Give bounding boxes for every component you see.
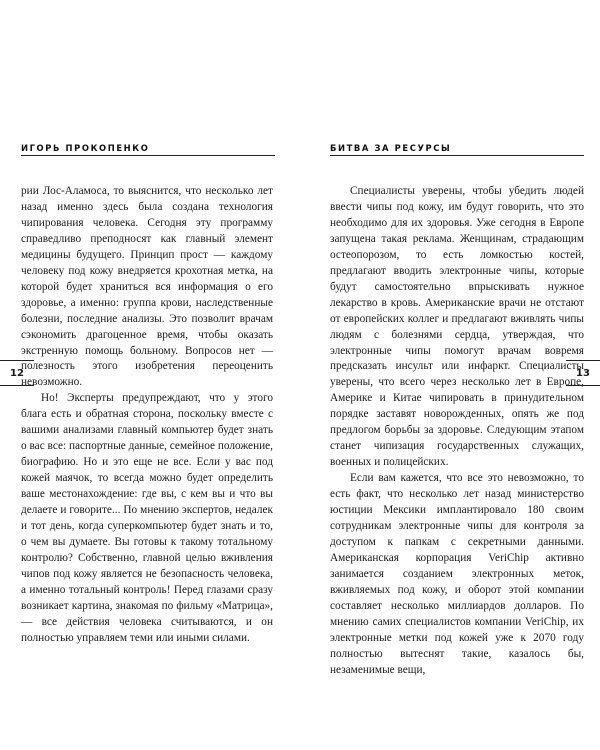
left-body-text: [21, 184, 273, 647]
running-head-chapter: БИТВА ЗА РЕСУРСЫ: [330, 143, 584, 156]
right-page: [300, 0, 600, 750]
paragraph: рии Лос-Аламоса, то выяснится, что несколько лет назад именно здесь была создана технология чипирования человека. Сегодня эту программу справедливо преподносят как главный элемент медицины будущего. Принцип прост — каждому человеку под кожу внедряется крохотная метка, на которой будет храниться вся информация о его здоровье, а именно: группа крови, наследственные болезни, последние анализы. Это позволит врачам сэкономить драгоценное время, чтобы оказать экстренную помощь больному. Вопросов нет — полезность этого изобретения переоценить невозможно.: [21, 185, 273, 389]
paragraph: Специалисты уверены, чтобы убедить людей ввести чипы под кожу, им будут говорить, что это необходимо для их здоровья. Уже сегодня в Европе запущена такая реклама. Женщинам, страдающим остеопорозом, то есть ломкостью костей, предлагают вводить электронные чипы, которые будут самостоятельно впрыскивать нужное лекарство в кровь. Американские врачи не отстают от европейских коллег и предлагают вживлять чипы людям с болезнями сердца, утверждая, что электронные чипы помогут врачам вовремя предсказать инсульт или инфаркт. Специалисты уверены, что всего через несколько лет в Европе, Америке и Китае чипировать в принудительном порядке заставят новорожденных, опять же под предлогом борьбы за здоровье. Следующим этапом станет чипизация государственных служащих, военных и полицейских.: [330, 185, 584, 469]
page-number: 13: [566, 360, 600, 386]
running-head-author: ИГОРЬ ПРОКОПЕНКО: [21, 143, 275, 156]
page-number: 12: [0, 360, 34, 386]
paragraph: Но! Эксперты предупреждают, что у этого блага есть и обратная сторона, поскольку вместе с вашими анализами главный компьютер будет знать о вас все: паспортные данные, семейное положение, биографию. Но и это еще не все. Если у вас под кожей маячок, то всегда можно будет определить ваше местонахождение: где вы, с кем вы и что вы делаете и говорите... По мнению экспертов, недалек и тот день, когда суперкомпьютер будет знать и то, о чем вы думаете. Вы готовы к такому тотальному контролю? Собственно, главной целью вживления чипов под кожу является не безопасность человека, а именно тотальный контроль! Перед глазами сразу возникает картина, знакомая по фильму «Матрица», — все действия человека считываются, и он полностью управляем теми или иными силами.: [21, 392, 273, 644]
right-body-text: [330, 184, 584, 679]
paragraph: Если вам кажется, что все это невозможно, то есть факт, что несколько лет назад министерство юстиции Мексики имплантировало 180 своим сотрудникам электронные чипы для контроля за доступом к папкам с секретными данными. Американская корпорация VeriChip активно занимается созданием электронных меток, вживляемых под кожу, и оборот этой компании составляет несколько миллиардов долларов. По мнению самих специалистов компании VeriChip, их электронные метки под кожей уже к 2070 году полностью вытеснят такие, казалось бы, незаменимые вещи,: [330, 472, 584, 676]
